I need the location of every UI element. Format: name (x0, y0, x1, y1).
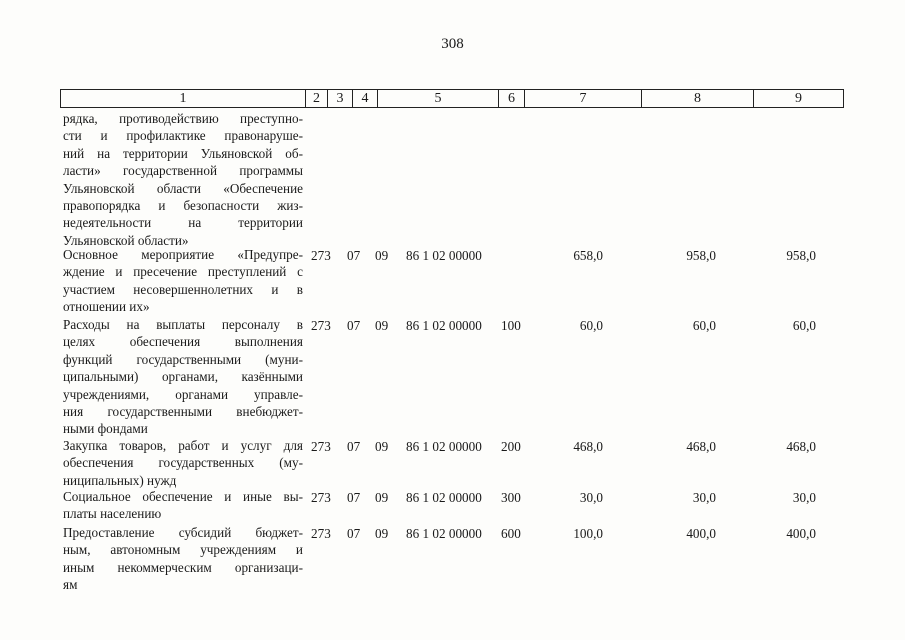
cell-col-4: 09 (375, 439, 389, 454)
cell-col-6: 600 (501, 526, 521, 541)
cell-col-3: 07 (347, 526, 361, 541)
cell-col-5: 86 1 02 00000 (406, 439, 482, 454)
cell-col-4: 09 (375, 318, 389, 333)
description-line: отношении их» (63, 299, 150, 315)
description-line: Основное мероприятие «Предупре- (63, 247, 303, 262)
description-line: ным, автономным учреждениям и (63, 542, 303, 558)
cell-col-8: 60,0 (692, 318, 716, 333)
header-col-9: 9 (795, 91, 802, 106)
description-line: целях обеспечения выполнения (63, 334, 303, 350)
header-col-4: 4 (353, 90, 378, 107)
page-number: 308 (441, 36, 464, 52)
cell-col-9: 468,0 (786, 439, 816, 454)
cell-col-9: 958,0 (786, 248, 816, 263)
description-line: Расходы на выплаты персоналу в (63, 317, 303, 332)
description-line: функций государственными (муни- (63, 351, 303, 367)
description-line: ний на территории Ульяновской об- (63, 145, 303, 161)
cell-col-5: 86 1 02 00000 (406, 248, 482, 263)
description-line: ласти» государственной программы (63, 163, 303, 179)
cell-col-9: 30,0 (792, 490, 816, 505)
cell-col-3: 07 (347, 248, 361, 263)
cell-col-2: 273 (311, 248, 331, 263)
cell-col-8: 400,0 (686, 526, 716, 541)
cell-col-5: 86 1 02 00000 (406, 490, 482, 505)
row-description (63, 316, 303, 438)
description-line: рядка, противодействию преступно- (63, 111, 303, 126)
header-col-5: 5 (378, 90, 499, 107)
description-line: учреждениями, органами управле- (63, 386, 303, 402)
cell-col-5: 86 1 02 00000 (406, 318, 482, 333)
cell-col-2: 273 (311, 490, 331, 505)
cell-col-8: 468,0 (686, 439, 716, 454)
cell-col-3: 07 (347, 318, 361, 333)
cell-col-6: 100 (501, 318, 521, 333)
description-line: Ульяновской области «Обеспечение (63, 180, 303, 196)
description-line: Ульяновской области» (63, 232, 189, 248)
header-col-6: 6 (499, 90, 525, 107)
description-line: Закупка товаров, работ и услуг для (63, 438, 303, 453)
row-description (63, 246, 303, 316)
cell-col-2: 273 (311, 439, 331, 454)
cell-col-4: 09 (375, 248, 389, 263)
description-line: Социальное обеспечение и иные вы- (63, 489, 303, 504)
description-line: ципальными) органами, казёнными (63, 369, 303, 385)
cell-col-8: 30,0 (692, 490, 716, 505)
cell-col-2: 273 (311, 526, 331, 541)
description-line: участием несовершеннолетних и в (63, 281, 303, 297)
cell-col-6: 300 (501, 490, 521, 505)
row-description (63, 437, 303, 489)
description-line: сти и профилактике правонаруше- (63, 128, 303, 144)
cell-col-3: 07 (347, 490, 361, 505)
cell-col-4: 09 (375, 490, 389, 505)
description-line: ния государственными внебюджет- (63, 403, 303, 419)
cell-col-9: 60,0 (792, 318, 816, 333)
row-description (63, 110, 303, 249)
description-line: ждение и пресечение преступлений с (63, 264, 303, 280)
description-line: ниципальных) нужд (63, 472, 177, 488)
row-description (63, 488, 303, 523)
cell-col-7: 60,0 (579, 318, 603, 333)
header-col-8: 8 (642, 90, 754, 107)
header-col-7: 7 (525, 90, 642, 107)
description-line: ными фондами (63, 421, 148, 437)
row-description (63, 524, 303, 594)
table-header (60, 89, 844, 108)
description-line: платы населению (63, 506, 162, 522)
description-line: Предоставление субсидий бюджет- (63, 525, 303, 540)
description-line: недеятельности на территории (63, 215, 303, 231)
cell-col-7: 30,0 (579, 490, 603, 505)
description-line: ям (63, 577, 78, 593)
header-col-1: 1 (61, 90, 306, 107)
cell-col-7: 468,0 (573, 439, 603, 454)
cell-col-7: 100,0 (573, 526, 603, 541)
cell-col-9: 400,0 (786, 526, 816, 541)
cell-col-3: 07 (347, 439, 361, 454)
header-col-2: 2 (306, 90, 328, 107)
cell-col-8: 958,0 (686, 248, 716, 263)
cell-col-6: 200 (501, 439, 521, 454)
description-line: обеспечения государственных (му- (63, 455, 303, 471)
header-col-3: 3 (328, 90, 353, 107)
cell-col-2: 273 (311, 318, 331, 333)
cell-col-5: 86 1 02 00000 (406, 526, 482, 541)
description-line: правопорядка и безопасности жиз- (63, 197, 303, 213)
cell-col-4: 09 (375, 526, 389, 541)
description-line: иным некоммерческим организаци- (63, 559, 303, 575)
cell-col-7: 658,0 (573, 248, 603, 263)
